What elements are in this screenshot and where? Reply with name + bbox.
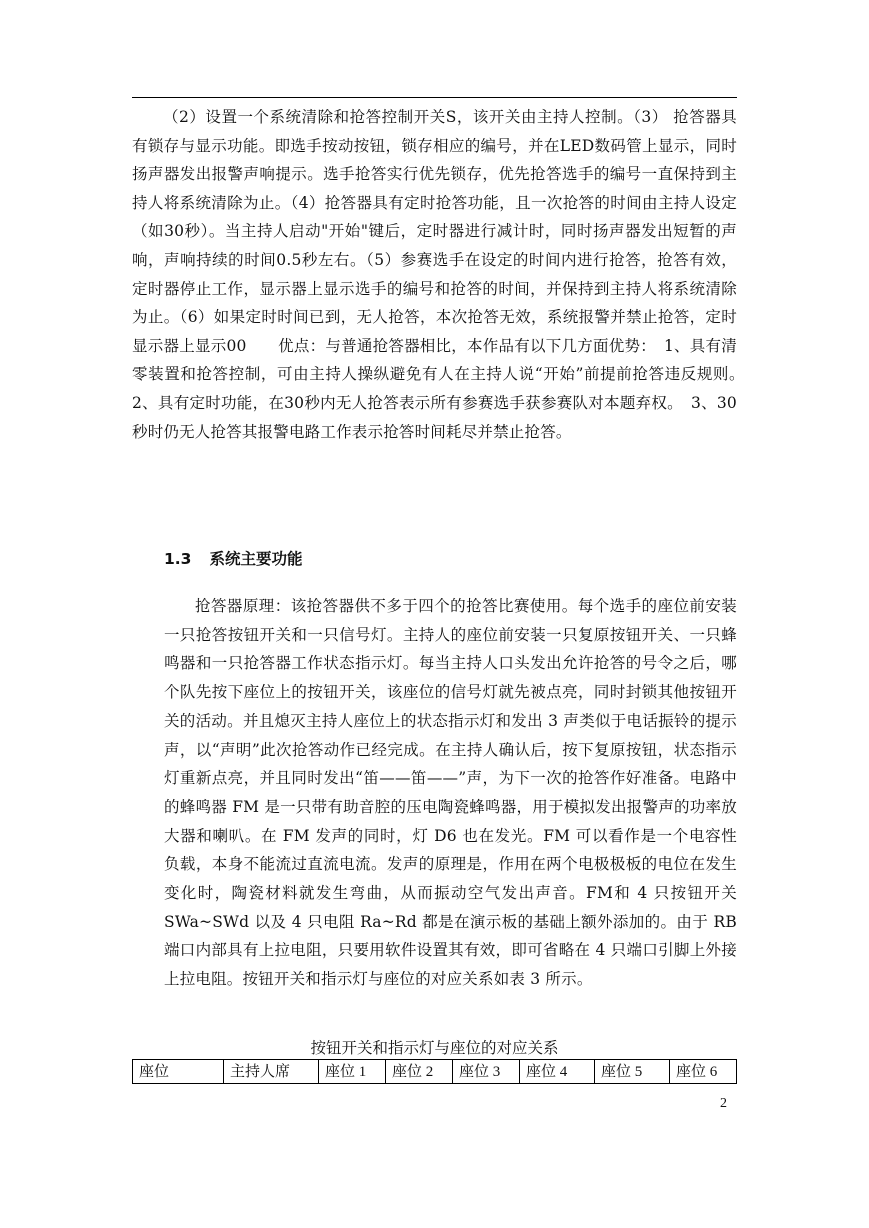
header-rule bbox=[132, 97, 737, 98]
section-heading bbox=[164, 545, 302, 573]
body-paragraph: （2）设置一个系统清除和抢答控制开关S，该开关由主持人控制。（3） 抢答器具有锁存与显示功能。即选手按动按钮，锁存相应的编号，并在LED数码管上显示，同时扬声器发出报警声响提示。选手抢答实行优先锁存，优先抢答选手的编号一直保持到主持人将系统清除为止。（4）抢答器具有定时抢答功能，且一次抢答的时间由主持人设定（如30秒）。当主持人启动"开始"键后，定时器进行减计时，同时扬声器发出短暂的声响，声响持续的时间0.5秒左右。（5）参赛选手在设定的时间内进行抢答，抢答有效，定时器停止工作，显示器上显示选手的编号和抢答的时间，并保持到主持人将系统清除为止。（6）如果定时时间已到，无人抢答，本次抢答无效，系统报警并禁止抢答，定时显示器上显示00 优点：与普通抢答器相比，本作品有以下几方面优势： 1、具有清零装置和抢答控制，可由主持人操纵避免有人在主持人说“开始”前提前抢答违反规则。 2、具有定时功能，在30秒内无人抢答表示所有参赛选手获参赛队对本题弃权。 3、30秒时仍无人抢答其报警电路工作表示抢答时间耗尽并禁止抢答。 bbox=[132, 108, 753, 441]
principle-paragraph: 抢答器原理：该抢答器供不多于四个的抢答比赛使用。每个选手的座位前安装一只抢答按钮开关和一只信号灯。主持人的座位前安装一只复原按钮开关、一只蜂鸣器和一只抢答器工作状态指示灯。每当主持人口头发出允许抢答的号令之后，哪个队先按下座位上的按钮开关，该座位的信号灯就先被点亮，同时封锁其他按钮开关的活动。并且熄灭主持人座位上的状态指示灯和发出 3 声类似于电话振铃的提示声，以“声明”此次抢答动作已经完成。在主持人确认后，按下复原按钮，状态指示灯重新点亮，并且同时发出“笛——笛——”声，为下一次的抢答作好准备。电路中的蜂鸣器 FM 是一只带有助音腔的压电陶瓷蜂鸣器，用于模拟发出报警声的功率放大器和喇叭。在 FM 发声的同时，灯 D6 也在发光。FM 可以看作是一个电容性负载，本身不能流过直流电流。发声的原理是，作用在两个电极极板的电位在发生变化时，陶瓷材料就发生弯曲，从而振动空气发出声音。FM和 4 只按钮开关 SWa~SWd 以及 4 只电阻 Ra~Rd 都是在演示板的基础上额外添加的。由于 RB 端口内部具有上拉电阻，只要用软件设置其有效，即可省略在 4 只端口引脚上外接上拉电阻。按钮开关和指示灯与座位的对应关系如表 3 所示。 bbox=[164, 597, 737, 989]
seat-table bbox=[132, 1059, 737, 1084]
table-cell: 座位 2 bbox=[386, 1060, 453, 1084]
table-cell: 座位 bbox=[133, 1060, 224, 1084]
table-cell: 座位 3 bbox=[453, 1060, 520, 1084]
section-number: 1.3 bbox=[164, 550, 192, 568]
table-cell: 座位 5 bbox=[595, 1060, 670, 1084]
table-cell: 座位 4 bbox=[520, 1060, 595, 1084]
table-cell: 主持人席 bbox=[224, 1060, 319, 1084]
table-row bbox=[133, 1060, 737, 1084]
table-cell: 座位 1 bbox=[319, 1060, 386, 1084]
table-caption: 按钮开关和指示灯与座位的对应关系 bbox=[310, 1039, 559, 1057]
section-title: 系统主要功能 bbox=[209, 550, 303, 568]
page-number: 2 bbox=[720, 1096, 727, 1111]
table-cell: 座位 6 bbox=[670, 1060, 737, 1084]
